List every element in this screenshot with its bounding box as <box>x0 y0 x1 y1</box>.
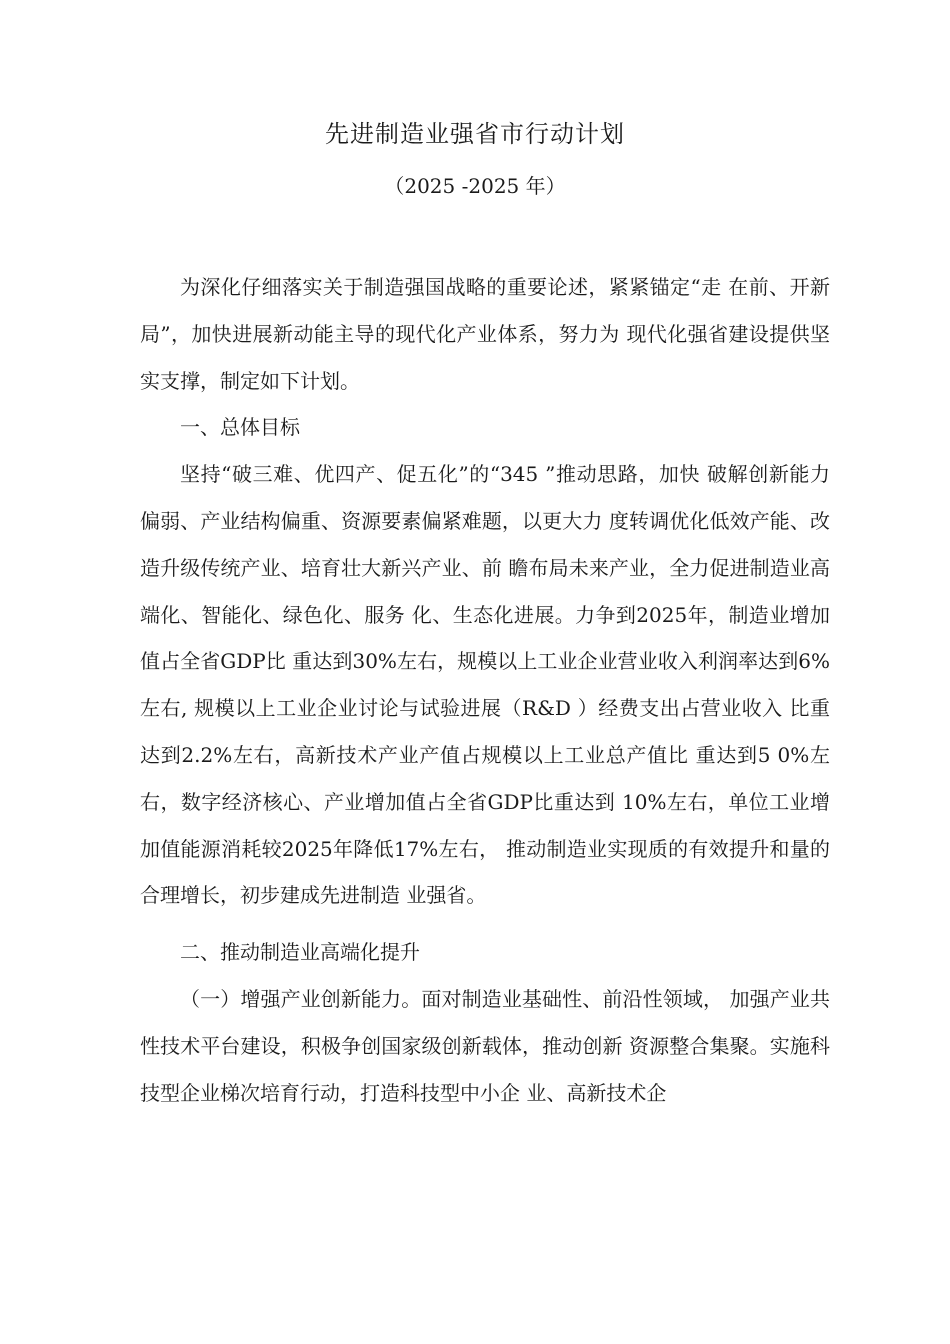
document-body <box>140 264 830 1116</box>
section-heading-overall-goals: 一、总体目标 <box>180 415 300 440</box>
document-subtitle: （2025 -2025 年） <box>384 174 566 198</box>
section-heading-high-end: 二、推动制造业高端化提升 <box>180 940 420 965</box>
document-title: 先进制造业强省市行动计划 <box>325 120 625 148</box>
innovation-paragraph: （一）增强产业创新能力。面对制造业基础性、前沿性领域， 加强产业共性技术平台建设，积极争创国家级创新载体，推动创新 资源整合集聚。实施科技型企业梯次培育行动，打造科技型中小企 业、高新技术企 <box>140 986 830 1105</box>
overall-goals-paragraph: 坚持“破三难、优四产、促五化”的“345 ”推动思路，加快 破解创新能力偏弱、产业结构偏重、资源要素偏紧难题，以更大力 度转调优化低效产能、改造升级传统产业、培育壮大新兴产业、前 瞻布局未来产业，全力促进制造业高端化、智能化、绿色化、服务 化、生态化进展。力争到2025年，制造业增加值占全省GDP比 重达到30%左右，规模以上工业企业营业收入利润率达到6%左右, 规模以上工业企业讨论与试验进展（R&D ）经费支出占营业收入 比重达到2.2%左右，高新技术产业产值占规模以上工业总产值比 重达到5 0%左右，数字经济核心、产业增加值占全省GDP比重达到 10%左右，单位工业增加值能源消耗较2025年降低17%左右， 推动制造业实现质的有效提升和量的合理增长，初步建成先进制造 业强省。 <box>140 462 830 908</box>
intro-paragraph: 为深化仔细落实关于制造强国战略的重要论述，紧紧锚定“走 在前、开新局”，加快进展新动能主导的现代化产业体系，努力为 现代化强省建设提供坚实支撑，制定如下计划。 <box>140 275 830 393</box>
